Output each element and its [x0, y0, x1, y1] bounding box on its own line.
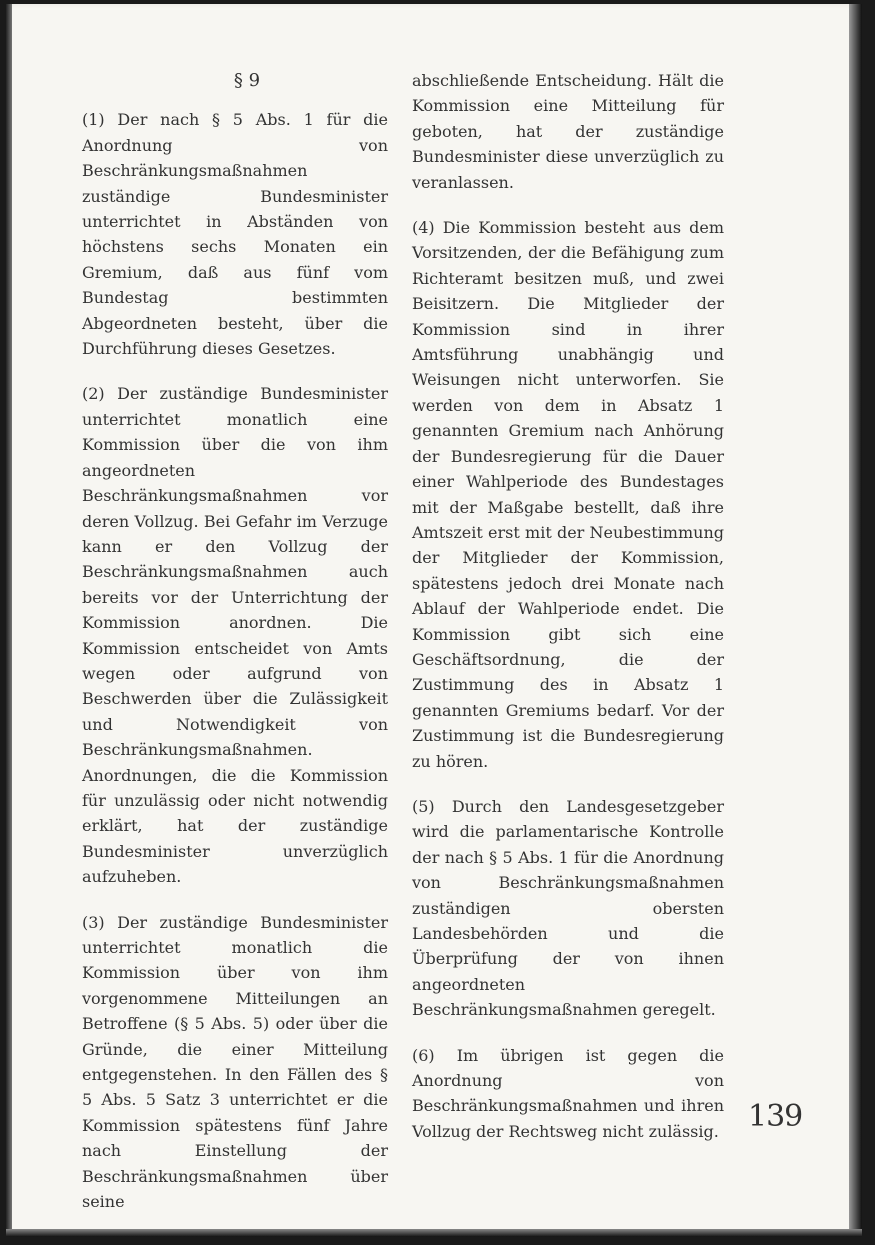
- paragraph-4: (4) Die Kommission besteht aus dem Vorsitzenden, der die Befähigung zum Richteramt besitzen muß, und zwei Beisitzern. Die Mitglieder der Kommission sind in ihrer Amtsführung unabhängig und Weisungen nicht unterworfen. Sie werden von dem in Absatz 1 genannten Gremium nach Anhörung der Bundesregierung für die Dauer einer Wahlperiode des Bundestages mit der Maßgabe bestellt, daß ihre Amtszeit erst mit der Neubestimmung der Mitglieder der Kommission, spätestens jedoch drei Monate nach Ablauf der Wahlperiode endet. Die Kommission gibt sich eine Geschäftsordnung, die der Zustimmung des in Absatz 1 genannten Gremiums bedarf. Vor der Zustimmung ist die Bundesregierung zu hören.: [412, 218, 724, 771]
- paragraph-6: (6) Im übrigen ist gegen die Anordnung von Beschränkungsmaßnahmen und ihren Vollzug der Rechtsweg nicht zulässig.: [412, 1045, 724, 1141]
- paragraph-3-start: (3) Der zuständige Bundesminister unterrichtet monatlich die Kommission über von ihm vorgenommene Mitteilungen an Betroffene (§ 5 Abs. 5) oder über die Gründe, die einer Mitteilung entgegenstehen. In den Fällen des § 5 Abs. 5 Satz 3 unterrichtet er die Kommission spätestens fünf Jahre nach Einstellung der Beschränkungsmaßnahmen über seine: [82, 912, 388, 1212]
- paragraph-1: (1) Der nach § 5 Abs. 1 für die Anordnung von Beschränkungsmaßnahmen zuständige Bundesminister unterrichtet in Abständen von höchstens sechs Monaten ein Gremium, daß aus fünf vom Bundestag bestimmten Abgeordneten besteht, über die Durchführung dieses Gesetzes.: [82, 110, 388, 359]
- book-page: [6, 4, 862, 1237]
- page-number: 139: [748, 1099, 803, 1134]
- paragraph-3-end: abschließende Entscheidung. Hält die Kommission eine Mitteilung für geboten, hat der zuständige Bundesminister diese unverzüglich zu veranlassen.: [412, 71, 724, 192]
- section-heading: § 9: [233, 70, 261, 91]
- left-text-column: [82, 68, 388, 1234]
- page-edge-right: [849, 4, 862, 1237]
- right-text-column: [412, 68, 724, 1164]
- page-gutter: [6, 4, 12, 1237]
- paragraph-2: (2) Der zuständige Bundesminister unterrichtet monatlich eine Kommission über die von ihm angeordneten Beschränkungsmaßnahmen vor deren Vollzug. Bei Gefahr im Verzuge kann er den Vollzug der Beschränkungsmaßnahmen auch bereits vor der Unterrichtung der Kommission anordnen. Die Kommission entscheidet von Amts wegen oder aufgrund von Beschwerden über die Zulässigkeit und Notwendigkeit von Beschränkungsmaßnahmen. Anordnungen, die die Kommission für unzulässig oder nicht notwendig erklärt, hat der zuständige Bundesminister unverzüglich aufzuheben.: [82, 384, 388, 887]
- paragraph-5: (5) Durch den Landesgesetzgeber wird die parlamentarische Kontrolle der nach § 5 Abs. 1 für die Anordnung von Beschränkungsmaßnahmen zuständigen obersten Landesbehörden und die Überprüfung der von ihnen angeordneten Beschränkungsmaßnahmen geregelt.: [412, 796, 724, 1020]
